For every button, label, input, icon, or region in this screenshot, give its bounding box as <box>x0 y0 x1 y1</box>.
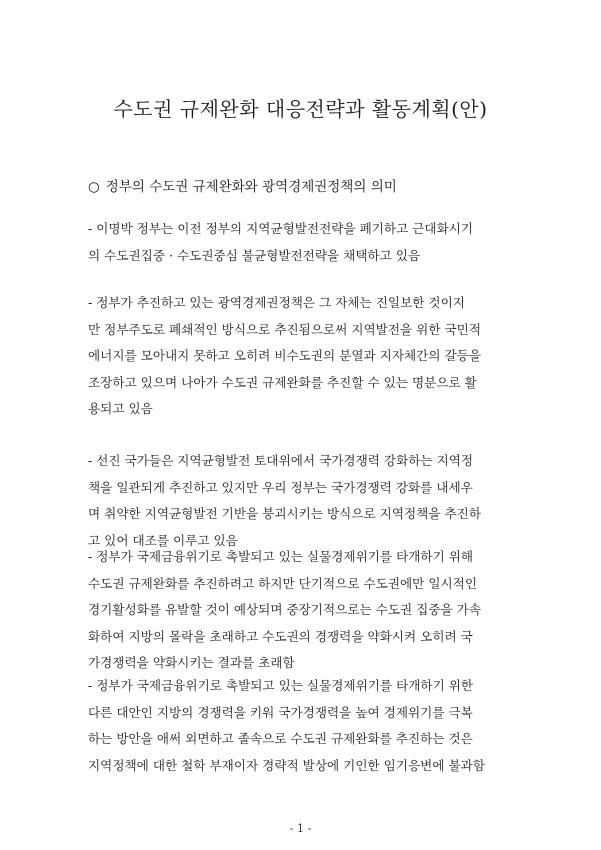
paragraph-2 <box>88 290 514 423</box>
paragraph-line: 고 있어 대조를 이루고 있음 <box>88 532 238 548</box>
paragraph-line: 용되고 있음 <box>88 401 153 416</box>
section-heading <box>88 175 397 195</box>
paragraph-line: - 이명박 정부는 이전 정부의 지역균형발전전략을 폐기하고 근대화시기 <box>88 221 474 236</box>
paragraph-line: - 정부가 추진하고 있는 광역경제권정책은 그 자체는 진일보한 것이지 <box>88 295 465 310</box>
document-title: 수도권 규제완화 대응전략과 활동계획(안) <box>113 97 488 121</box>
paragraph-line: 책을 일관되게 추진하고 있지만 우리 정부는 국가경쟁력 강화를 내세우 <box>88 479 473 495</box>
paragraph-line: - 선진 국가들은 지역균형발전 토대위에서 국가경쟁력 강화하는 지역정 <box>88 453 474 468</box>
section-heading-text: 정부의 수도권 규제완화와 광역경제권정책의 의미 <box>105 179 397 195</box>
paragraph-line: - 정부가 국제금융위기로 촉발되고 있는 실물경제위기를 타개하기 위해 <box>88 549 474 564</box>
paragraph-line: - 정부가 국제금융위기로 촉발되고 있는 실물경제위기를 타개하기 위한 <box>88 678 474 693</box>
paragraph-5 <box>88 673 514 779</box>
paragraph-line: 의 수도권집중 · 수도권중심 불균형발전전략을 채택하고 있음 <box>88 247 421 263</box>
paragraph-line: 다른 대안인 지방의 경쟁력을 키워 국가경쟁력을 높여 경제위기를 극복 <box>88 704 473 720</box>
paragraph-line: 만 정부주도로 폐쇄적인 방식으로 추진됨으로써 지역발전을 위한 국민적 <box>88 321 481 337</box>
paragraph-3 <box>88 448 514 554</box>
paragraph-line: 에너지를 모아내지 못하고 오히려 비수도권의 분열과 지자체간의 갈등을 <box>88 348 481 363</box>
circle-bullet-icon: ○ <box>88 179 100 195</box>
paragraph-line: 수도권 규제완화를 추진하려고 하지만 단기적으로 수도권에만 일시적인 <box>88 575 477 591</box>
paragraph-line: 경기활성화를 유발할 것이 예상되며 중장기적으로는 수도권 집중을 가속 <box>88 602 481 617</box>
paragraph-line: 조장하고 있으며 나아가 수도권 규제완화를 추진할 수 있는 명분으로 활 <box>88 374 477 390</box>
paragraph-line: 하는 방안을 애써 외면하고 졸속으로 수도권 규제완화를 추진하는 것은 <box>88 731 473 746</box>
paragraph-line: 화하여 지방의 몰락을 초래하고 수도권의 경쟁력을 약화시켜 오히려 국 <box>88 628 473 644</box>
paragraph-4 <box>88 544 514 677</box>
paragraph-line: 지역정책에 대한 철학 부재이자 경략적 발상에 기인한 임기응변에 불과함 <box>88 757 485 773</box>
paragraph-1 <box>88 216 514 269</box>
paragraph-line: 며 취약한 지역균형발전 기반을 붕괴시키는 방식으로 지역정책을 추진하 <box>88 506 481 521</box>
paragraph-line: 가경쟁력을 약화시키는 결과를 초래함 <box>88 655 295 670</box>
page-number: - 1 - <box>289 822 312 835</box>
